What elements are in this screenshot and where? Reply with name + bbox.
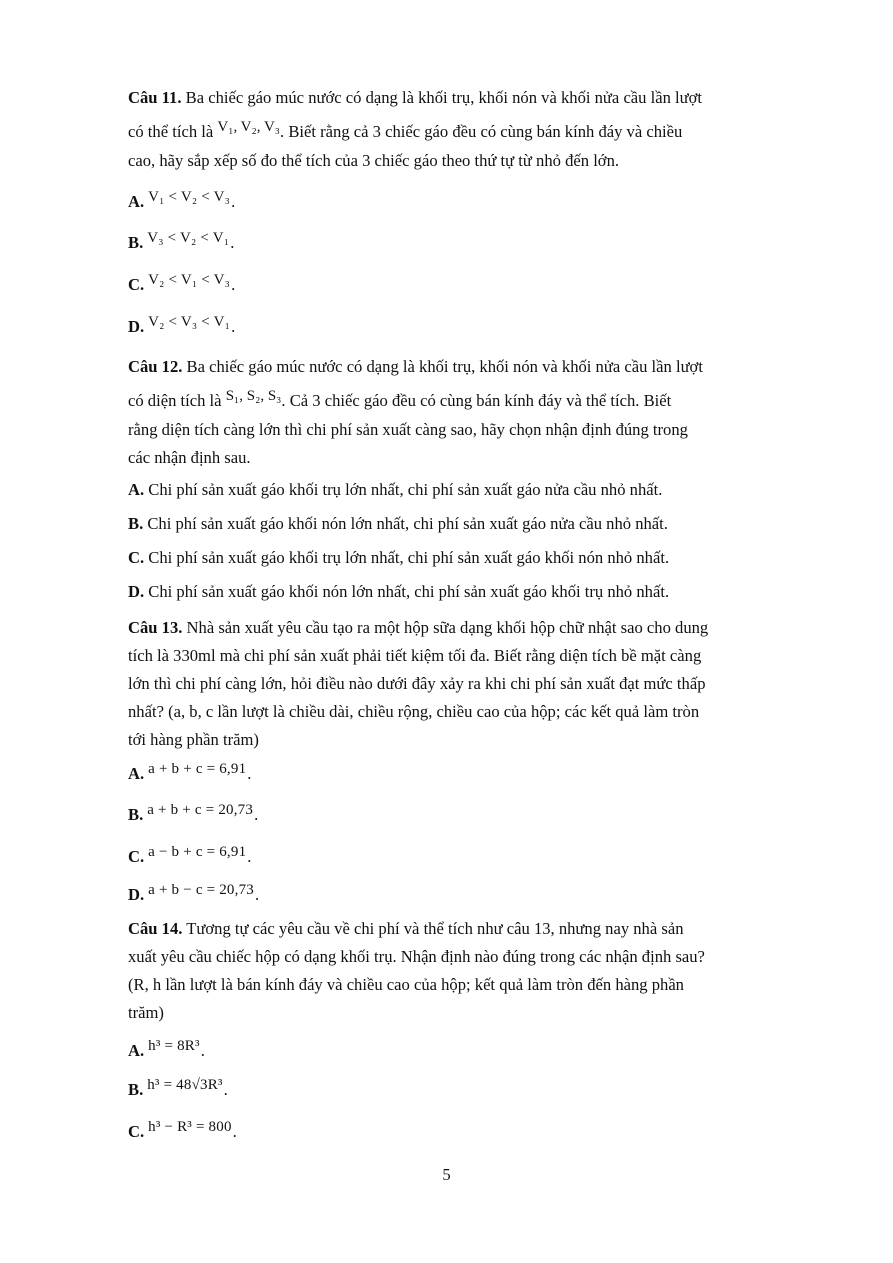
question-12-line2: có diện tích là S₁, S₂, S₃. Cả 3 chiếc gáo đều có cùng bán kính đáy và thể tích. Biết <box>128 388 672 410</box>
q14-option-c: C. h³ − R³ = 800. <box>128 1119 237 1141</box>
q12-option-b: B. Chi phí sản xuất gáo khối nón lớn nhất, chi phí sản xuất gáo nửa cầu nhỏ nhất. <box>128 514 668 533</box>
question-14-line3: (R, h lần lượt là bán kính đáy và chiều cao của hộp; kết quả làm tròn đến hàng phần <box>128 975 684 994</box>
question-12-number: Câu 12. <box>128 357 183 376</box>
q14-option-b: B. h³ = 48√3R³. <box>128 1077 228 1099</box>
question-11-vars: V₁, V₂, V₃ <box>217 119 281 135</box>
question-13-line3: lớn thì chi phí càng lớn, hỏi điều nào dưới đây xảy ra khi chi phí sản xuất đạt mức thấp <box>128 674 706 693</box>
question-14-number: Câu 14. <box>128 919 183 938</box>
q11-option-a: A. V₁ < V₂ < V₃. <box>128 189 236 211</box>
q12-option-a: A. Chi phí sản xuất gáo khối trụ lớn nhất, chi phí sản xuất gáo nửa cầu nhỏ nhất. <box>128 480 663 499</box>
question-13-number: Câu 13. <box>128 618 183 637</box>
q14-option-a: A. h³ = 8R³. <box>128 1038 205 1060</box>
q11-option-c: C. V₂ < V₁ < V₃. <box>128 272 236 294</box>
q11-option-d: D. V₂ < V₃ < V₁. <box>128 314 236 336</box>
question-13-line4: nhất? (a, b, c lần lượt là chiều dài, chiều rộng, chiều cao của hộp; các kết quả làm tròn <box>128 702 700 721</box>
q12-option-c: C. Chi phí sản xuất gáo khối trụ lớn nhất, chi phí sản xuất gáo khối nón nhỏ nhất. <box>128 548 670 567</box>
question-13-line5: tới hàng phần trăm) <box>128 730 259 749</box>
q13-option-d: D. a + b − c = 20,73. <box>128 882 260 904</box>
question-14 <box>128 915 800 1027</box>
question-13-line2: tích là 330ml mà chi phí sản xuất phải tiết kiệm tối đa. Biết rằng diện tích bề mặt càng <box>128 646 702 665</box>
question-13-line1: Câu 13. Nhà sản xuất yêu cầu tạo ra một hộp sữa dạng khối hộp chữ nhật sao cho dung <box>128 618 709 637</box>
question-12 <box>128 353 800 472</box>
question-11-line1: Câu 11. Ba chiếc gáo múc nước có dạng là khối trụ, khối nón và khối nửa cầu lần lượt <box>128 88 703 107</box>
question-11-line3: cao, hãy sắp xếp số đo thể tích của 3 chiếc gáo theo thứ tự từ nhỏ đến lớn. <box>128 151 620 170</box>
q11-option-b: B. V₃ < V₂ < V₁. <box>128 230 235 252</box>
question-12-line1: Câu 12. Ba chiếc gáo múc nước có dạng là khối trụ, khối nón và khối nửa cầu lần lượt <box>128 357 703 376</box>
question-11-number: Câu 11. <box>128 88 182 107</box>
page-number: 5 <box>442 1165 451 1184</box>
question-12-line4: các nhận định sau. <box>128 448 251 467</box>
q13-option-c: C. a − b + c = 6,91. <box>128 844 252 866</box>
question-14-line2: xuất yêu cầu chiếc hộp có dạng khối trụ. Nhận định nào đúng trong các nhận định sau? <box>128 947 705 966</box>
q12-option-d: D. Chi phí sản xuất gáo khối nón lớn nhất, chi phí sản xuất gáo khối trụ nhỏ nhất. <box>128 582 670 601</box>
question-14-line1: Câu 14. Tương tự các yêu cầu về chi phí và thể tích như câu 13, nhưng nay nhà sản <box>128 919 684 938</box>
question-13 <box>128 614 800 754</box>
question-14-line4: trăm) <box>128 1003 164 1022</box>
question-12-line3: rằng diện tích càng lớn thì chi phí sản xuất càng sao, hãy chọn nhận định đúng trong <box>128 420 688 439</box>
question-11 <box>128 84 800 175</box>
question-11-line2: có thể tích là V₁, V₂, V₃. Biết rằng cả 3 chiếc gáo đều có cùng bán kính đáy và chiều <box>128 119 683 141</box>
q13-option-b: B. a + b + c = 20,73. <box>128 802 259 824</box>
q13-option-a: A. a + b + c = 6,91. <box>128 761 252 783</box>
question-12-vars: S₁, S₂, S₃ <box>225 388 282 404</box>
